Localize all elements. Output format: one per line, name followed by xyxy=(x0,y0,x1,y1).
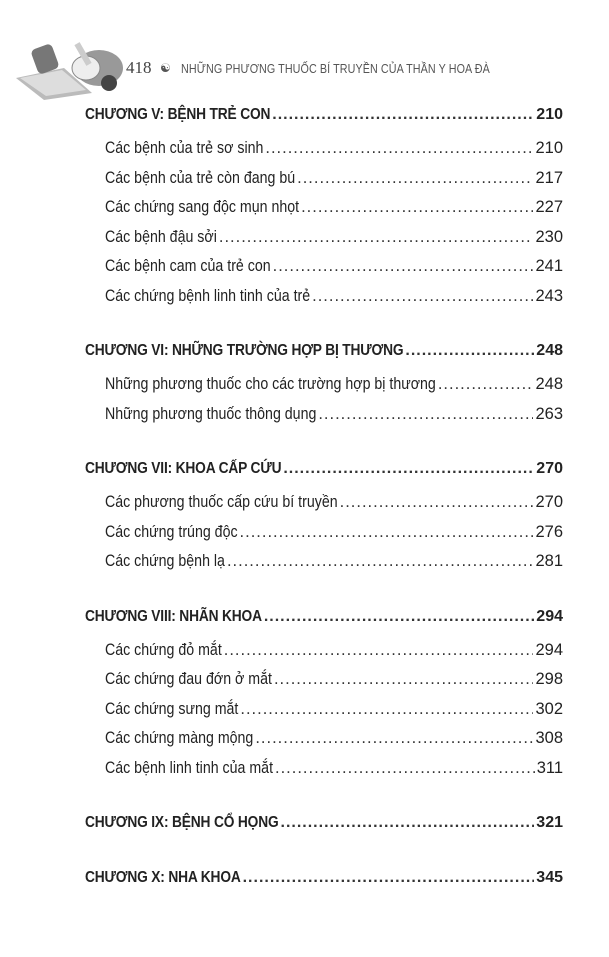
entry-title: Các chứng đau đớn ở mắt xyxy=(105,670,272,688)
toc-entry[interactable] xyxy=(85,139,563,169)
entry-page-number: 281 xyxy=(535,552,563,570)
chapter-sections xyxy=(85,632,563,789)
dot-leader xyxy=(297,169,533,188)
entry-title: CHƯƠNG VIII: NHÃN KHOA xyxy=(85,607,262,625)
entry-title: Những phương thuốc thông dụng xyxy=(105,404,317,423)
entry-title: Các chứng sưng mắt xyxy=(105,699,239,718)
entry-title: Các chứng sang độc mụn nhọt xyxy=(105,198,300,216)
entry-page-number: 294 xyxy=(536,607,563,625)
entry-title: Các phương thuốc cấp cứu bí truyền xyxy=(105,493,338,511)
entry-page-number: 243 xyxy=(535,286,563,305)
dot-leader xyxy=(281,814,535,832)
dot-leader xyxy=(255,729,533,748)
entry-page-number: 294 xyxy=(535,640,563,659)
entry-page-number: 308 xyxy=(535,729,563,747)
entry-page-number: 217 xyxy=(535,168,563,187)
toc-chapter[interactable] xyxy=(85,460,563,484)
entry-title: CHƯƠNG V: BỆNH TRẺ CON xyxy=(85,106,271,123)
entry-page-number: 248 xyxy=(536,342,563,359)
toc-entry[interactable] xyxy=(85,228,563,258)
dot-leader xyxy=(405,342,534,360)
entry-title: Các bệnh đậu sởi xyxy=(105,227,217,246)
dot-leader xyxy=(438,375,534,394)
entry-page-number: 263 xyxy=(535,404,563,423)
entry-title: Các chứng đỏ mắt xyxy=(105,640,222,659)
table-of-contents xyxy=(85,106,563,893)
dot-leader xyxy=(219,228,534,247)
toc-chapter[interactable] xyxy=(85,608,563,632)
dot-leader xyxy=(240,523,534,542)
entry-page-number: 210 xyxy=(535,139,563,157)
entry-title: CHƯƠNG VII: KHOA CẤP CỨU xyxy=(85,460,282,477)
toc-entry[interactable] xyxy=(85,198,563,228)
yin-yang-icon: ☯ xyxy=(160,61,171,75)
toc-entry[interactable] xyxy=(85,257,563,287)
herbal-medicine-illustration xyxy=(14,38,124,100)
toc-chapter[interactable] xyxy=(85,814,563,838)
entry-page-number: 270 xyxy=(535,493,563,511)
toc-chapter[interactable] xyxy=(85,106,563,130)
entry-page-number: 276 xyxy=(535,522,563,541)
toc-chapter[interactable] xyxy=(85,342,563,366)
entry-title: CHƯƠNG VI: NHỮNG TRƯỜNG HỢP BỊ THƯƠNG xyxy=(85,342,404,359)
entry-title: Các chứng màng mộng xyxy=(105,729,254,747)
toc-entry[interactable] xyxy=(85,523,563,553)
dot-leader xyxy=(318,405,533,424)
entry-title: Những phương thuốc cho các trường hợp bị thương xyxy=(105,375,436,393)
entry-page-number: 227 xyxy=(535,198,563,216)
entry-title: CHƯƠNG IX: BỆNH CỔ HỌNG xyxy=(85,814,279,831)
dot-leader xyxy=(243,869,535,887)
entry-page-number: 302 xyxy=(535,699,563,718)
dot-leader xyxy=(340,493,534,512)
dot-leader xyxy=(275,759,535,778)
toc-entry[interactable] xyxy=(85,287,563,317)
running-header xyxy=(0,30,609,110)
dot-leader xyxy=(227,552,534,571)
dot-leader xyxy=(240,700,533,719)
dot-leader xyxy=(301,198,533,217)
entry-title: Các bệnh cam của trẻ con xyxy=(105,257,271,275)
entry-title: Các bệnh linh tinh của mắt xyxy=(105,758,274,777)
dot-leader xyxy=(264,608,534,626)
toc-entry[interactable] xyxy=(85,759,563,789)
toc-entry[interactable] xyxy=(85,375,563,405)
entry-page-number: 241 xyxy=(535,257,563,275)
page-number: 418 xyxy=(126,58,152,77)
dot-leader xyxy=(274,670,534,689)
toc-entry[interactable] xyxy=(85,405,563,435)
entry-page-number: 321 xyxy=(536,814,563,831)
entry-page-number: 311 xyxy=(536,758,563,777)
toc-entry[interactable] xyxy=(85,169,563,199)
entry-page-number: 270 xyxy=(536,460,563,477)
entry-page-number: 345 xyxy=(536,869,563,886)
toc-entry[interactable] xyxy=(85,493,563,523)
toc-entry[interactable] xyxy=(85,641,563,671)
entry-page-number: 230 xyxy=(535,227,563,246)
toc-entry[interactable] xyxy=(85,729,563,759)
dot-leader xyxy=(272,106,534,124)
entry-title: Các bệnh của trẻ còn đang bú xyxy=(105,168,296,187)
dot-leader xyxy=(273,257,534,276)
toc-chapter[interactable] xyxy=(85,869,563,893)
entry-page-number: 298 xyxy=(535,670,563,688)
toc-entry[interactable] xyxy=(85,670,563,700)
entry-title: Các chứng bệnh linh tinh của trẻ xyxy=(105,286,311,305)
toc-entry[interactable] xyxy=(85,700,563,730)
entry-page-number: 210 xyxy=(536,106,563,123)
book-title: NHỮNG PHƯƠNG THUỐC BÍ TRUYỀN CỦA THẦN Y HOA ĐÀ xyxy=(181,62,490,76)
chapter-sections xyxy=(85,366,563,434)
dot-leader xyxy=(265,139,533,158)
entry-title: CHƯƠNG X: NHA KHOA xyxy=(85,869,241,886)
dot-leader xyxy=(224,641,534,660)
toc-entry[interactable] xyxy=(85,552,563,582)
entry-title: Các chứng trúng độc xyxy=(105,522,238,541)
entry-title: Các bệnh của trẻ sơ sinh xyxy=(105,139,264,157)
entry-title: Các chứng bệnh lạ xyxy=(105,552,225,570)
chapter-sections xyxy=(85,130,563,316)
dot-leader xyxy=(312,287,533,306)
chapter-sections xyxy=(85,484,563,582)
dot-leader xyxy=(283,460,534,478)
entry-page-number: 248 xyxy=(535,375,563,393)
